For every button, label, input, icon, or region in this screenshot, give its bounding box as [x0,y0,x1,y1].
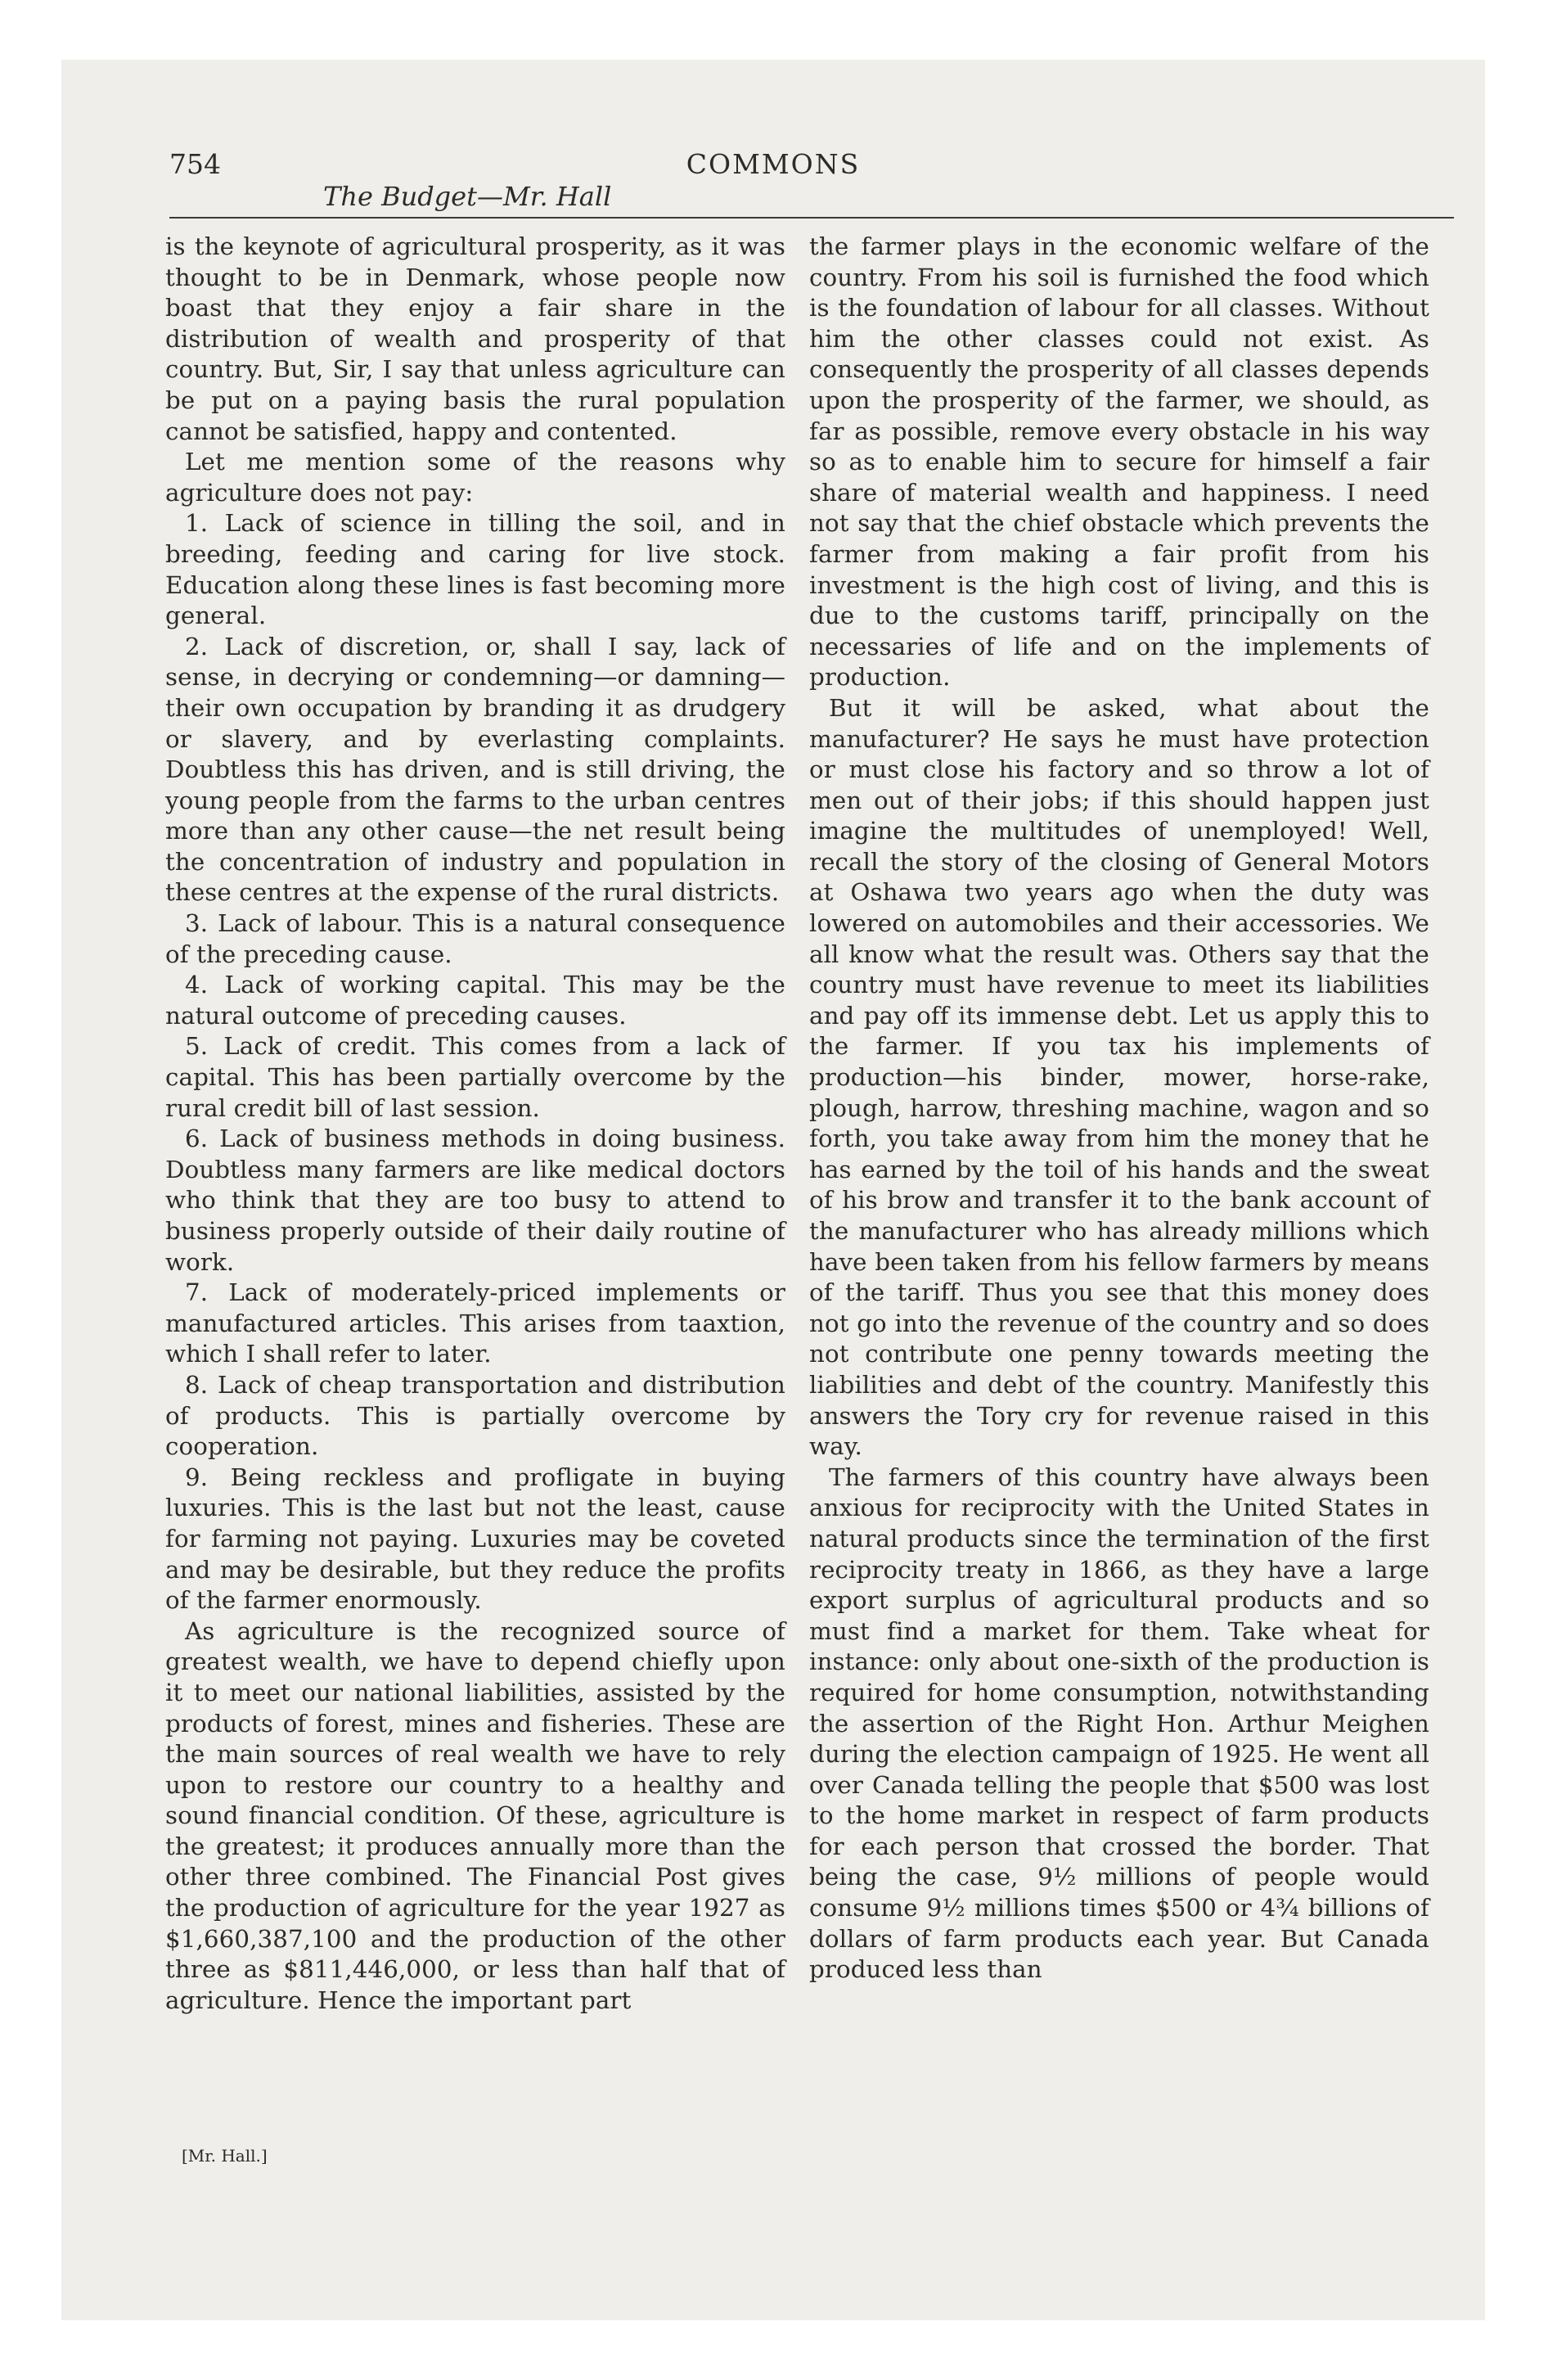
speaker-tag: [Mr. Hall.] [182,2146,268,2166]
header-rule [169,217,1454,219]
paragraph: Let me mention some of the reasons why agriculture does not pay: [165,448,785,507]
list-item: 8. Lack of cheap transportation and distribution of products. This is partially overcome by cooperation. [165,1370,785,1461]
list-item: 6. Lack of business methods in doing business. Doubtless many farmers are like medical doctors who think that they are too busy to attend to business properly outside of their daily routine of work. [165,1125,785,1276]
paragraph: The farmers of this country have always been anxious for reciprocity with the United States in natural products since the termination of the first reciprocity treaty in 1866, as they have a large export surplus of agricultural products and so must find a market for them. Take wheat for instance: only about one-sixth of the production is required for home consumption, notwithstanding the assertion of the Right Hon. Arthur Meighen during the election campaign of 1925. He went all over Canada telling the people that $500 was lost to the home market in respect of farm products for each person that crossed the border. That being the case, 9½ millions of people would consume 9½ millions times $500 or 4¾ billions of dollars of farm products each year. But Canada produced less than [809,1463,1429,1984]
page-header [61,60,1485,223]
paragraph: is the keynote of agricultural prosperity, as it was thought to be in Denmark, whose people now boast that they enjoy a fair share in the distribution of wealth and prosperity of that country. But, Sir, I say that unless agriculture can be put on a paying basis the rural population cannot be satisfied, happy and contented. [165,232,785,445]
running-subtitle: The Budget—Mr. Hall [323,181,612,212]
page-number: 754 [169,148,221,180]
list-item: 9. Being reckless and profligate in buying luxuries. This is the last but not the least, cause for farming not paying. Luxuries may be coveted and may be desirable, but they reduce the profits of the farmer enormously. [165,1463,785,1615]
list-item: 7. Lack of moderately-priced implements or manufactured articles. This arises from taaxtion, which I shall refer to later. [165,1278,785,1368]
list-item: 5. Lack of credit. This comes from a lack of capital. This has been partially overcome by the rural credit bill of last session. [165,1032,785,1122]
list-item: 2. Lack of discretion, or, shall I say, lack of sense, in decrying or condemning—or damning—their own occupation by branding it as drudgery or slavery, and by everlasting complaints. Doubtless this has driven, and is still driving, the young people from the farms to the urban centres more than any other cause—the net result being the concentration of industry and population in these centres at the expense of the rural districts. [165,632,785,907]
running-title: COMMONS [686,148,861,180]
left-column [165,232,785,2016]
list-item: 4. Lack of working capital. This may be the natural outcome of preceding causes. [165,971,785,1030]
list-item: 3. Lack of labour. This is a natural consequence of the preceding cause. [165,909,785,968]
paragraph: As agriculture is the recognized source of greatest wealth, we have to depend chiefly upon it to meet our national liabilities, assisted by the products of forest, mines and fisheries. These are the main sources of real wealth we have to rely upon to restore our country to a healthy and sound financial condition. Of these, agriculture is the greatest; it produces annually more than the other three combined. The Financial Post gives the production of agriculture for the year 1927 as $1,660,387,100 and the production of the other three as $811,446,000, or less than half that of agriculture. Hence the important part [165,1616,785,2014]
right-column [809,232,1429,1986]
paragraph: But it will be asked, what about the manufacturer? He says he must have protection or must close his factory and so throw a lot of men out of their jobs; if this should happen just imagine the multitudes of unemployed! Well, recall the story of the closing of General Motors at Oshawa two years ago when the duty was lowered on automobiles and their accessories. We all know what the result was. Others say that the country must have revenue to meet its liabilities and pay off its immense debt. Let us apply this to the farmer. If you tax his implements of production—his binder, mower, horse-rake, plough, harrow, threshing machine, wagon and so forth, you take away from him the money that he has earned by the toil of his hands and the sweat of his brow and transfer it to the bank account of the manufacturer who has already millions which have been taken from his fellow farmers by means of the tariff. Thus you see that this money does not go into the revenue of the country and so does not contribute one penny towards meeting the liabilities and debt of the country. Manifestly this answers the Tory cry for revenue raised in this way. [809,693,1429,1461]
list-item: 1. Lack of science in tilling the soil, and in breeding, feeding and caring for live stock. Education along these lines is fast becoming more general. [165,509,785,630]
scanned-page [61,60,1485,2320]
paragraph: the farmer plays in the economic welfare of the country. From his soil is furnished the food which is the foundation of labour for all classes. Without him the other classes could not exist. As consequently the prosperity of all classes depends upon the prosperity of the farmer, we should, as far as possible, remove every obstacle in his way so as to enable him to secure for himself a fair share of material wealth and happiness. I need not say that the chief obstacle which prevents the farmer from making a fair profit from his investment is the high cost of living, and this is due to the customs tariff, principally on the necessaries of life and on the implements of production. [809,232,1429,692]
